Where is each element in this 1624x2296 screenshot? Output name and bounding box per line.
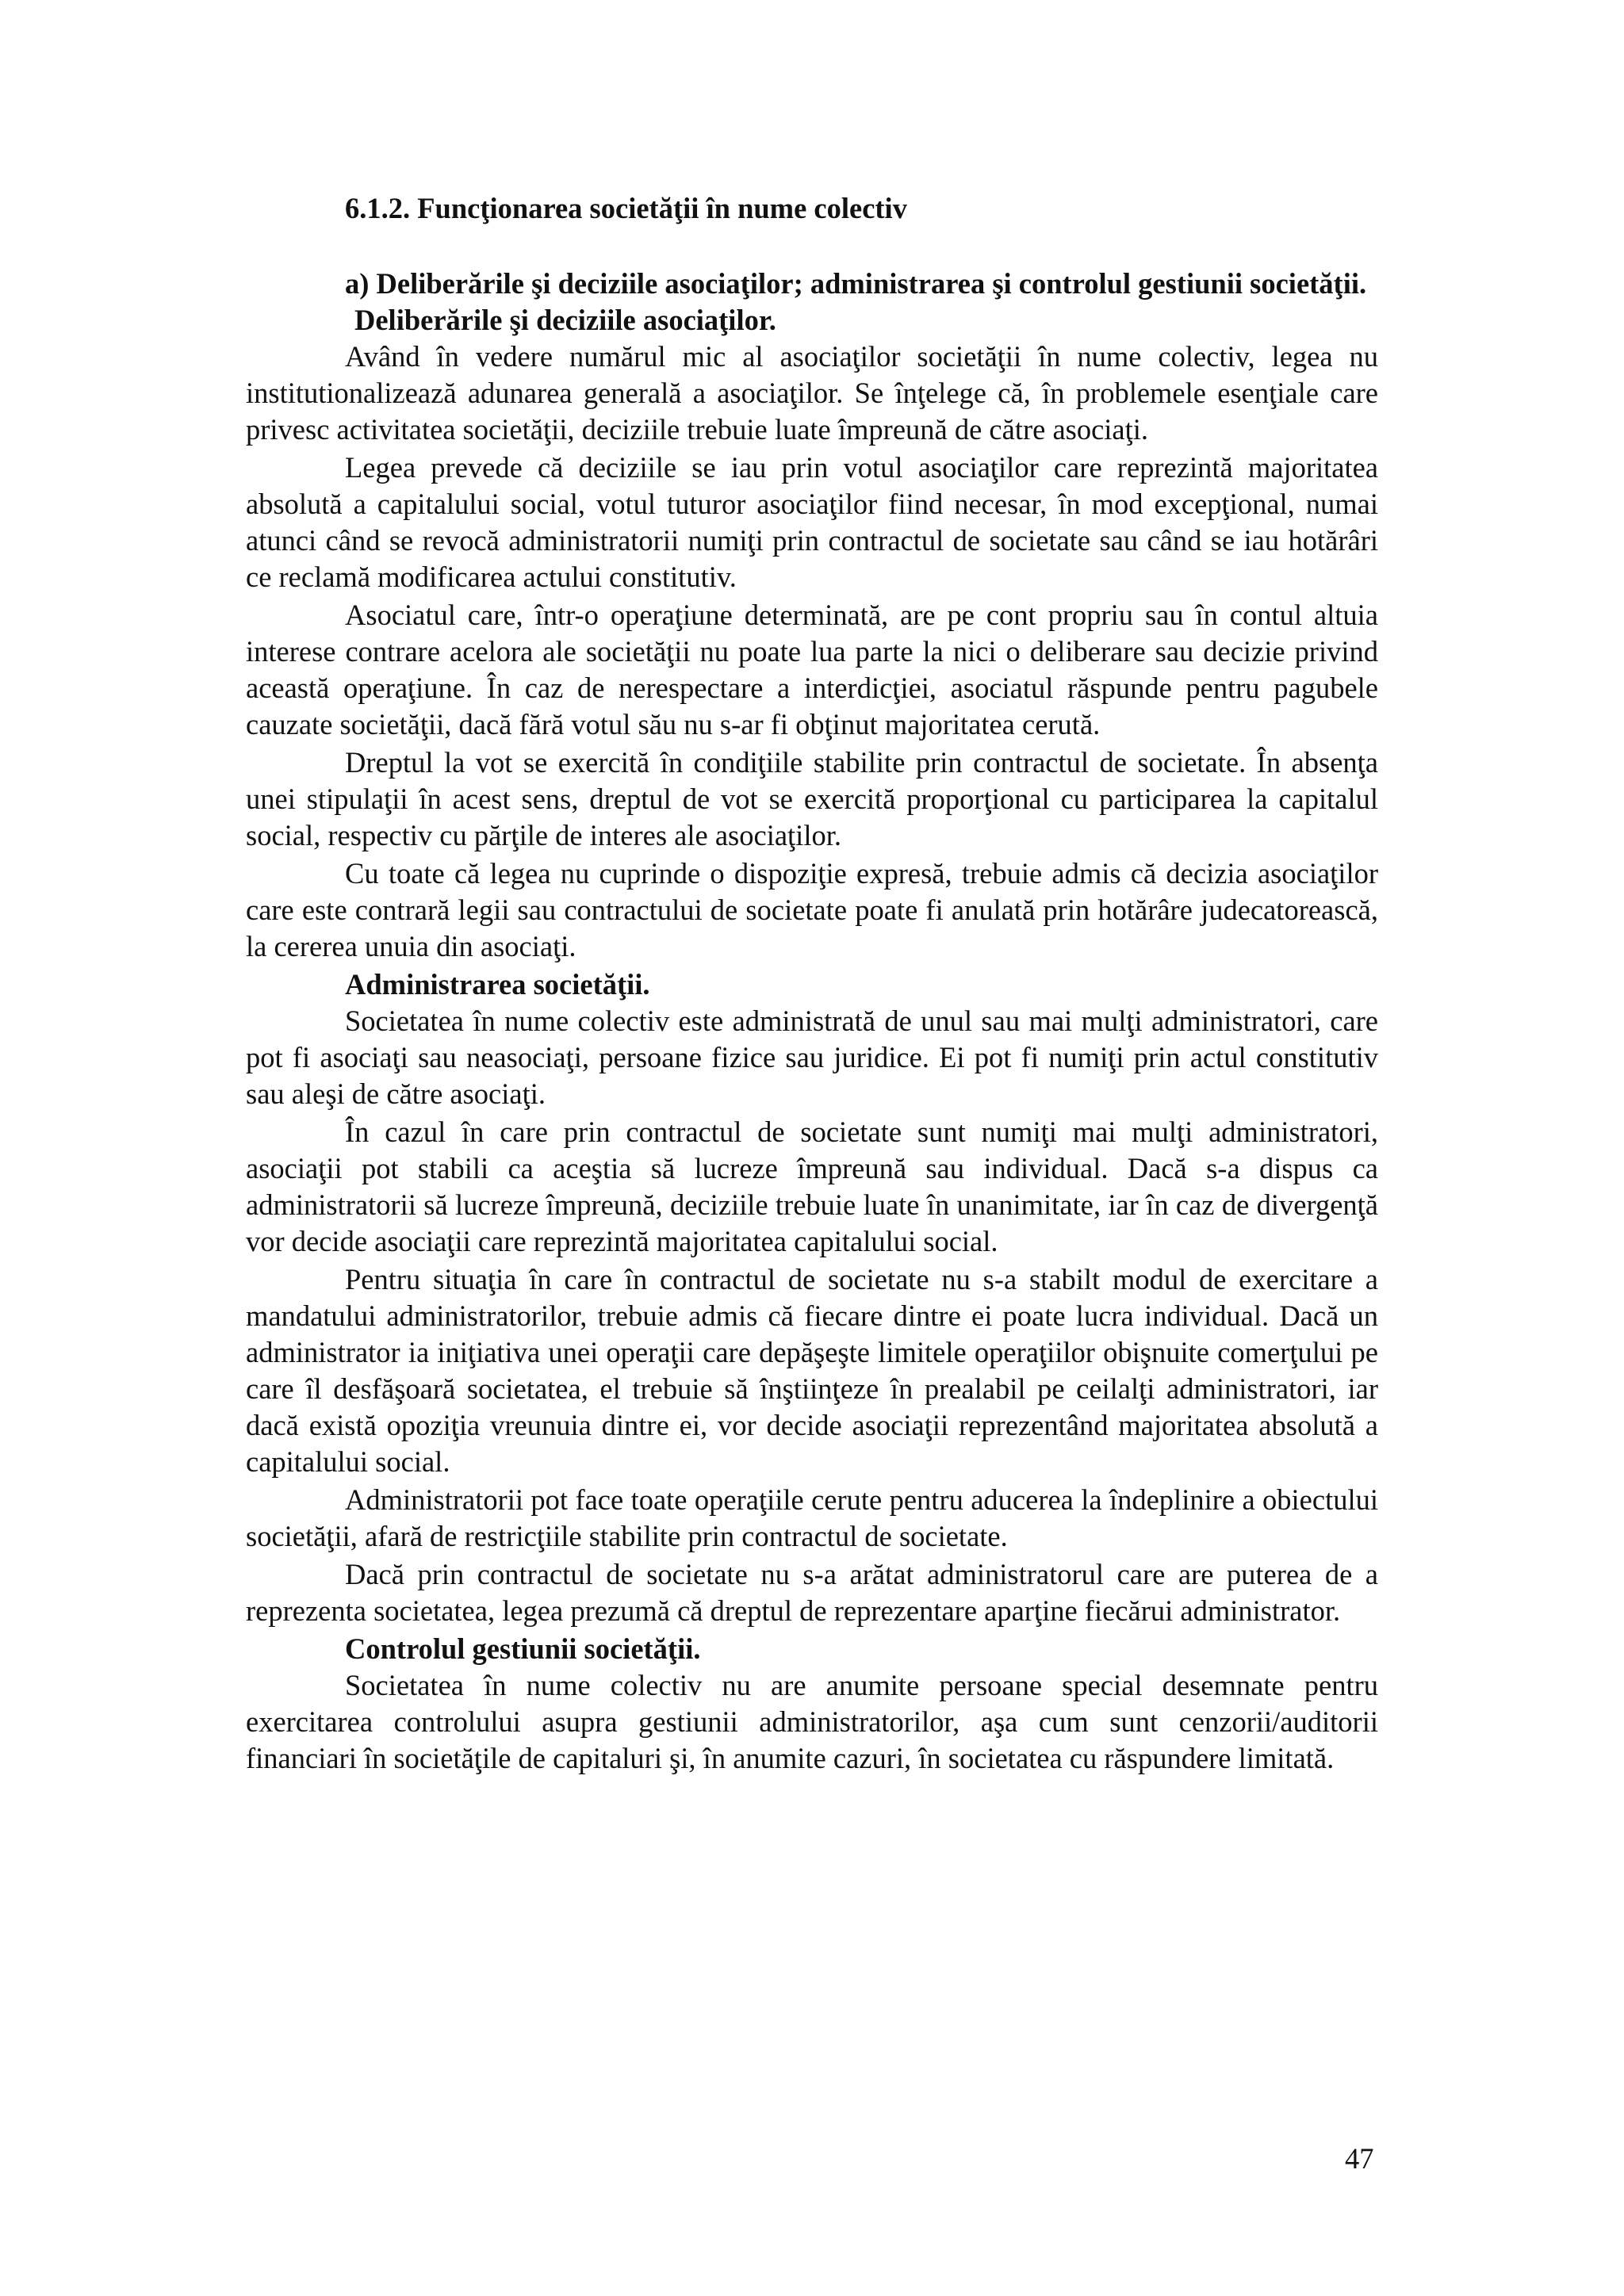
section-title: Controlul gestiunii societăţii. bbox=[345, 1632, 701, 1665]
paragraph: Dacă prin contractul de societate nu s-a arătat administratorul care are puterea de a reprezenta societatea, legea prezumă că dreptul de reprezentare aparţine fiecărui administrator. bbox=[246, 1558, 1378, 1627]
paragraph: Societatea în nume colectiv nu are anumite persoane special desemnate pentru exercitarea controlului asupra gestiunii administratorilor, aşa cum sunt cenzorii/auditorii financiari în societăţile de capitaluri şi, în anumite cazuri, în societatea cu răspundere limitată. bbox=[246, 1669, 1378, 1774]
section-title: Deliberările şi deciziile asociaţilor. bbox=[354, 304, 776, 336]
section-title: Administrarea societăţii. bbox=[345, 968, 650, 1001]
paragraph: În cazul în care prin contractul de societate sunt numiţi mai mulţi administratori, asociaţii pot stabili ca aceştia să lucreze împreună sau individual. Dacă s-a dispus ca administratorii să lucreze împreună, deciziile trebuie luate în unanimitate, iar în caz de divergenţă vor decide asociaţii care reprezintă majoritatea capitalului social. bbox=[246, 1115, 1378, 1257]
paragraph: Legea prevede că deciziile se iau prin votul asociaţilor care reprezintă majoritatea absolută a capitalului social, votul tuturor asociaţilor fiind necesar, în mod excepţional, numai atunci când se revocă administratorii numiţi prin contractul de societate sau când se iau hotărâri ce reclamă modificarea actului constitutiv. bbox=[246, 451, 1378, 593]
paragraph: Administratorii pot face toate operaţiile cerute pentru aducerea la îndeplinire a obiectului societăţii, afară de restricţiile stabilite prin contractul de societate. bbox=[246, 1483, 1378, 1552]
paragraph: Dreptul la vot se exercită în condiţiile stabilite prin contractul de societate. În absenţa unei stipulaţii în acest sens, dreptul de vot se exercită proporţional cu participarea la capitalul social, respectiv cu părţile de interes ale asociaţilor. bbox=[246, 746, 1378, 851]
paragraph: Având în vedere numărul mic al asociaţilor societăţii în nume colectiv, legea nu institutionalizează adunarea generală a asociaţilor. Se înţelege că, în problemele esenţiale care privesc activitatea societăţii, deciziile trebuie luate împreună de către asociaţi. bbox=[246, 340, 1378, 446]
subsection-heading: a) Deliberările şi deciziile asociaţilor; administrarea şi controlul gestiunii societăţii. bbox=[345, 267, 1367, 300]
section-administration bbox=[246, 966, 1378, 1629]
section-management-control bbox=[246, 1631, 1378, 1777]
paragraph: Asociatul care, într-o operaţiune determinată, are pe cont propriu sau în contul altuia interese contrare acelora ale societăţii nu poate lua parte la nici o deliberare sau decizie privind această operaţiune. În caz de nerespectare a interdicţiei, asociatul răspunde pentru pagubele cauzate societăţii, dacă fără votul său nu s-ar fi obţinut majoritatea cerută. bbox=[246, 599, 1378, 740]
paragraph: Societatea în nume colectiv este administrată de unul sau mai mulţi administratori, care pot fi asociaţi sau neasociaţi, persoane fizice sau juridice. Ei pot fi numiţi prin actul constitutiv sau aleşi de către asociaţi. bbox=[246, 1004, 1378, 1110]
section-deliberations bbox=[246, 302, 1378, 965]
section-heading: 6.1.2. Funcţionarea societăţii în nume colectiv bbox=[345, 192, 907, 224]
document-page bbox=[246, 190, 1378, 1778]
paragraph: Cu toate că legea nu cuprinde o dispoziţie expresă, trebuie admis că decizia asociaţilor care este contrară legii sau contractului de societate poate fi anulată prin hotărâre judecatorească, la cererea unuia din asociaţi. bbox=[246, 857, 1378, 962]
paragraph: Pentru situaţia în care în contractul de societate nu s-a stabilt modul de exercitare a mandatului administratorilor, trebuie admis că fiecare dintre ei poate lucra individual. Dacă un administrator ia iniţiativa unei operaţii care depăşeşte limitele operaţiilor obişnuite comerţului pe care îl desfăşoară societatea, el trebuie să înştiinţeze în prealabil pe ceilalţi administratori, iar dacă există opoziţia vreunuia dintre ei, vor decide asociaţii reprezentând majoritatea absolută a capitalului social. bbox=[246, 1263, 1378, 1478]
page-number: 47 bbox=[1345, 2142, 1374, 2175]
